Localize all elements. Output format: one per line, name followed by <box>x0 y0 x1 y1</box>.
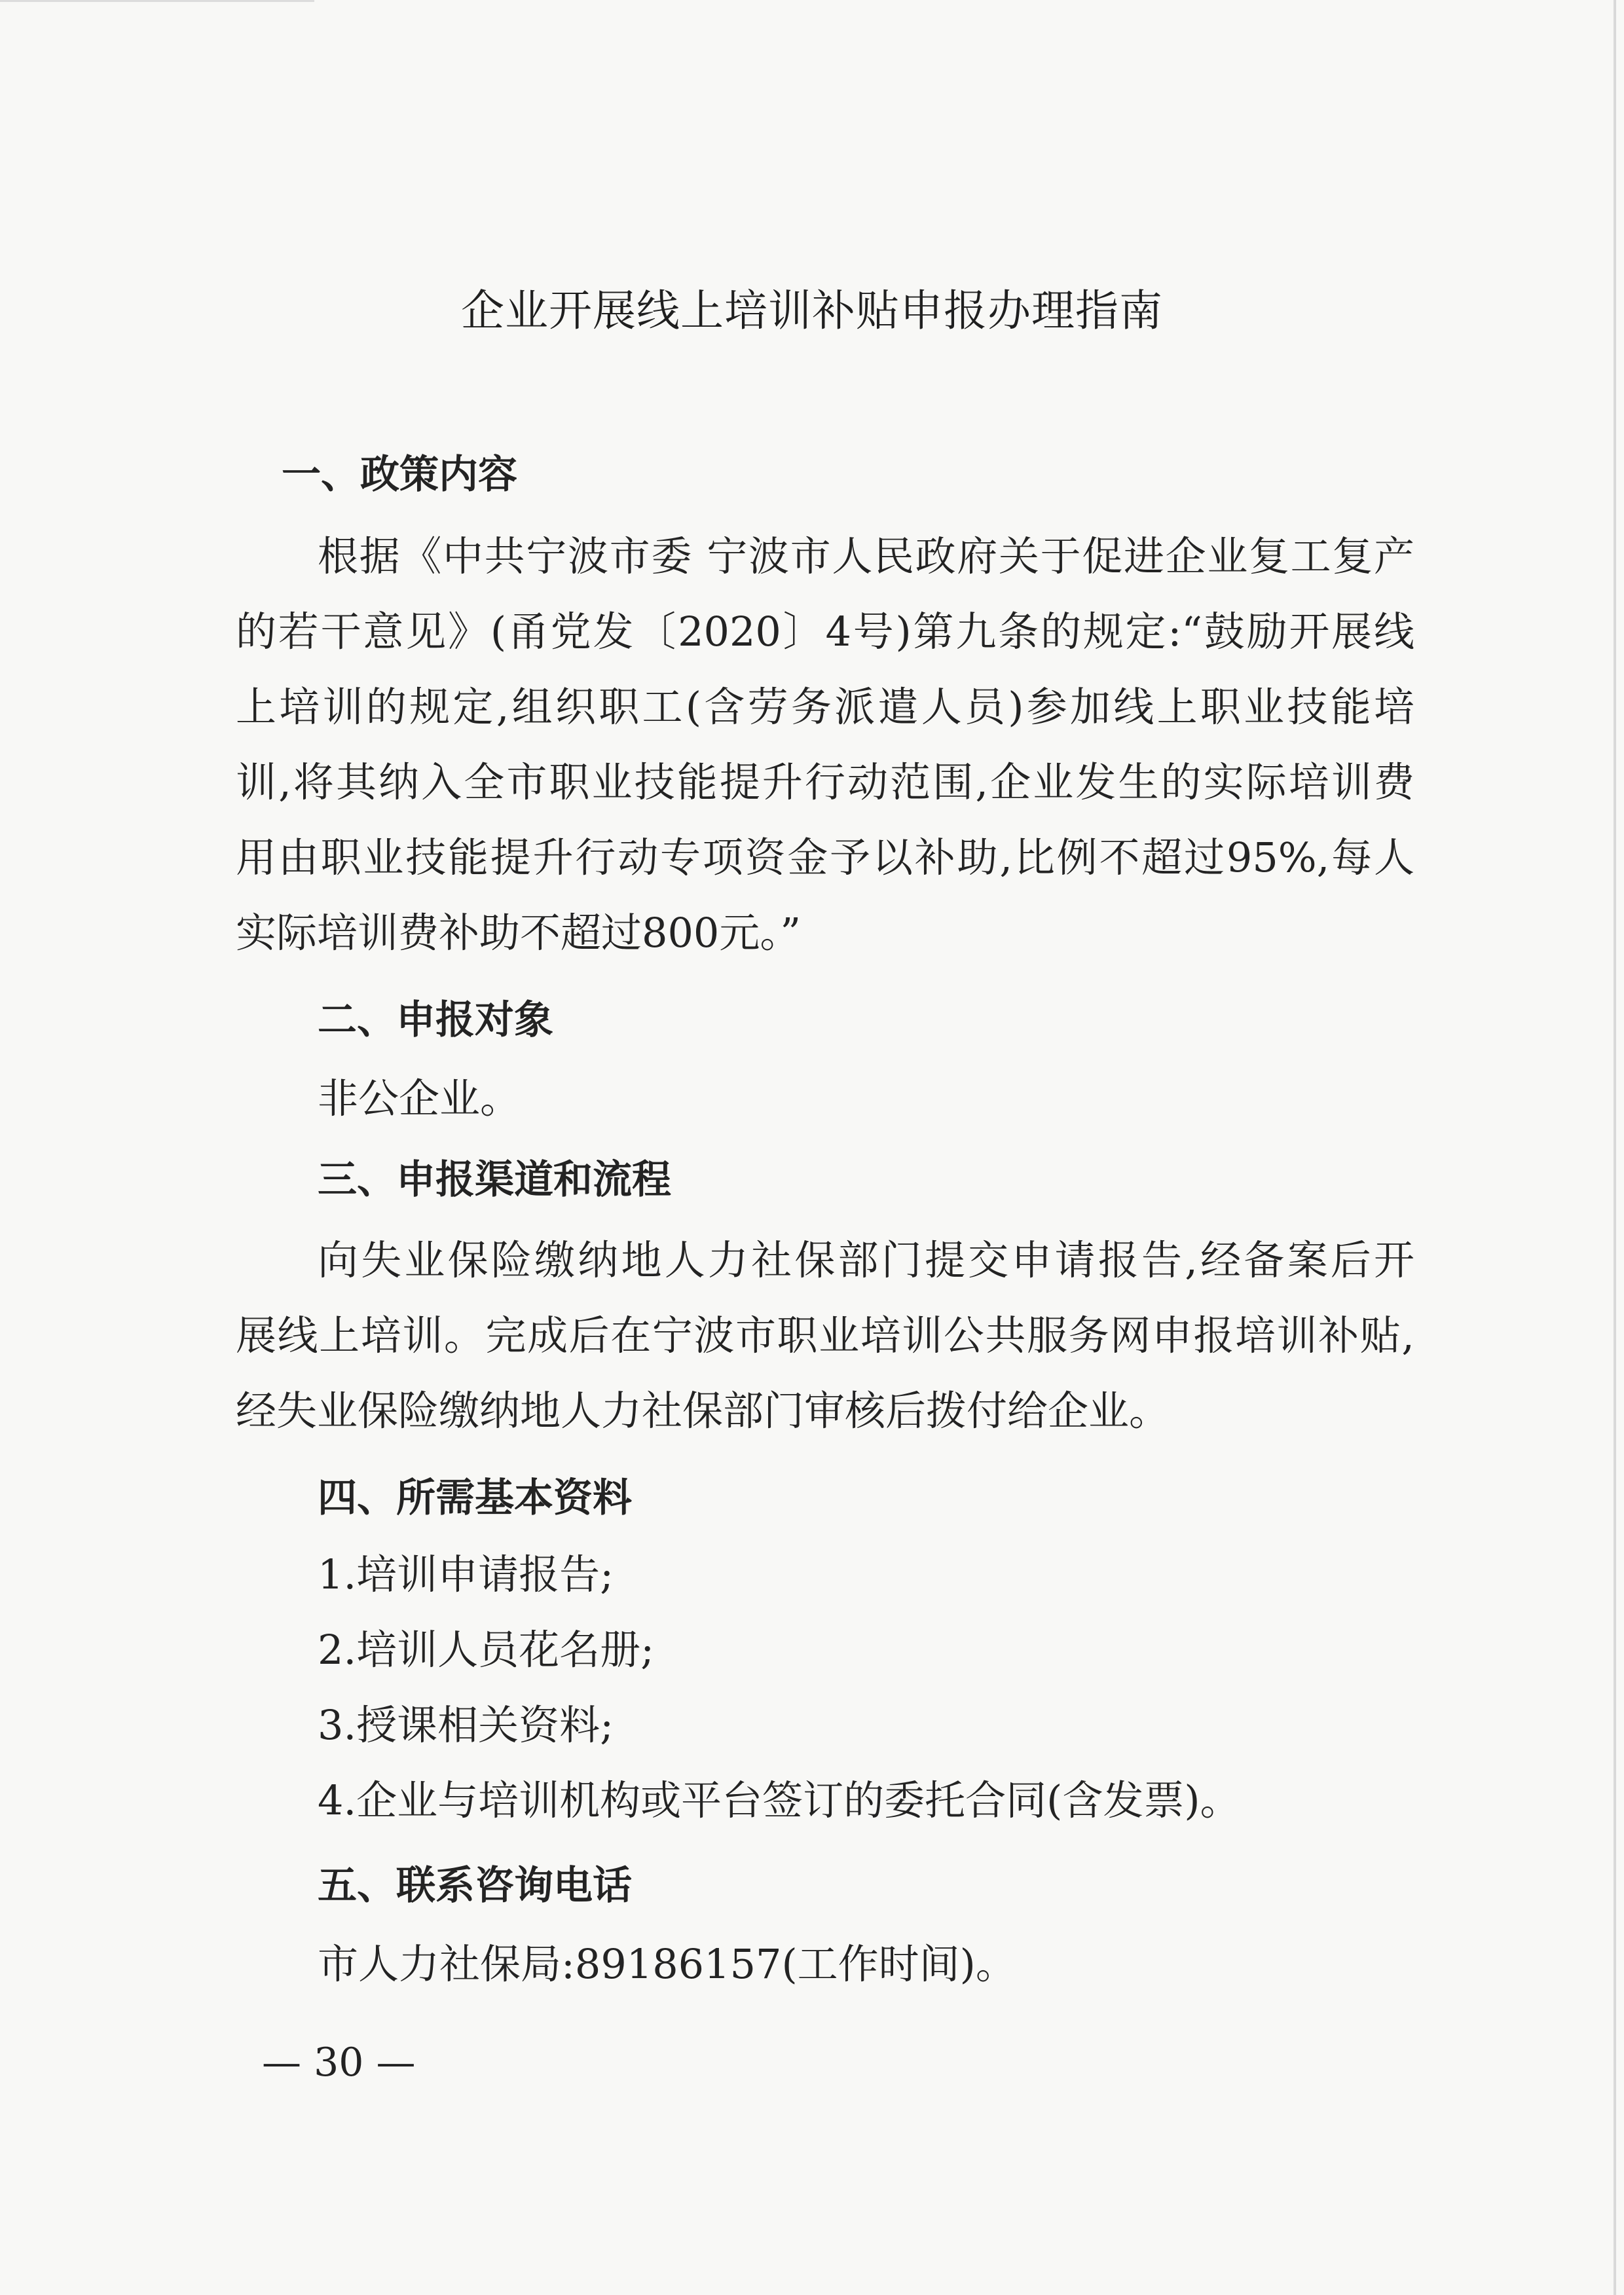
section-heading-materials: 四、所需基本资料 <box>318 1475 632 1521</box>
paragraph-line: 的若干意见》(甬党发〔2020〕4号)第九条的规定:“鼓励开展线 <box>236 608 1414 655</box>
paragraph-line: 训,将其纳入全市职业技能提升行动范围,企业发生的实际培训费 <box>236 758 1414 806</box>
paragraph-line: 非公企业。 <box>318 1074 521 1122</box>
list-item: 2.培训人员花名册; <box>318 1626 655 1674</box>
section-heading-channel: 三、申报渠道和流程 <box>318 1157 671 1203</box>
paragraph-line: 上培训的规定,组织职工(含劳务派遣人员)参加线上职业技能培 <box>236 683 1414 731</box>
paragraph-line: 向失业保险缴纳地人力社保部门提交申请报告,经备案后开 <box>318 1236 1414 1284</box>
document-title: 企业开展线上培训补贴申报办理指南 <box>461 285 1163 336</box>
paragraph-line: 用由职业技能提升行动专项资金予以补助,比例不超过95%,每人 <box>236 834 1414 881</box>
page-number: — 30 — <box>262 2040 416 2085</box>
paragraph-line: 经失业保险缴纳地人力社保部门审核后拨付给企业。 <box>236 1387 1170 1435</box>
section-heading-contact: 五、联系咨询电话 <box>318 1863 632 1909</box>
contact-phone-line: 市人力社保局:89186157(工作时间)。 <box>318 1940 1016 1988</box>
paragraph-line: 展线上培训。完成后在宁波市职业培训公共服务网申报培训补贴, <box>236 1312 1414 1359</box>
scan-top-mark <box>0 0 314 2</box>
list-item: 4.企业与培训机构或平台签订的委托合同(含发票)。 <box>318 1776 1241 1824</box>
list-item: 1.培训申请报告; <box>318 1551 614 1598</box>
list-item: 3.授课相关资料; <box>318 1701 614 1749</box>
section-heading-policy: 一、政策内容 <box>282 452 517 498</box>
paragraph-line: 实际培训费补助不超过800元。” <box>236 909 802 957</box>
scan-edge-line <box>1614 0 1616 2295</box>
section-heading-target: 二、申报对象 <box>318 997 553 1043</box>
paragraph-line: 根据《中共宁波市委 宁波市人民政府关于促进企业复工复产 <box>318 532 1414 580</box>
